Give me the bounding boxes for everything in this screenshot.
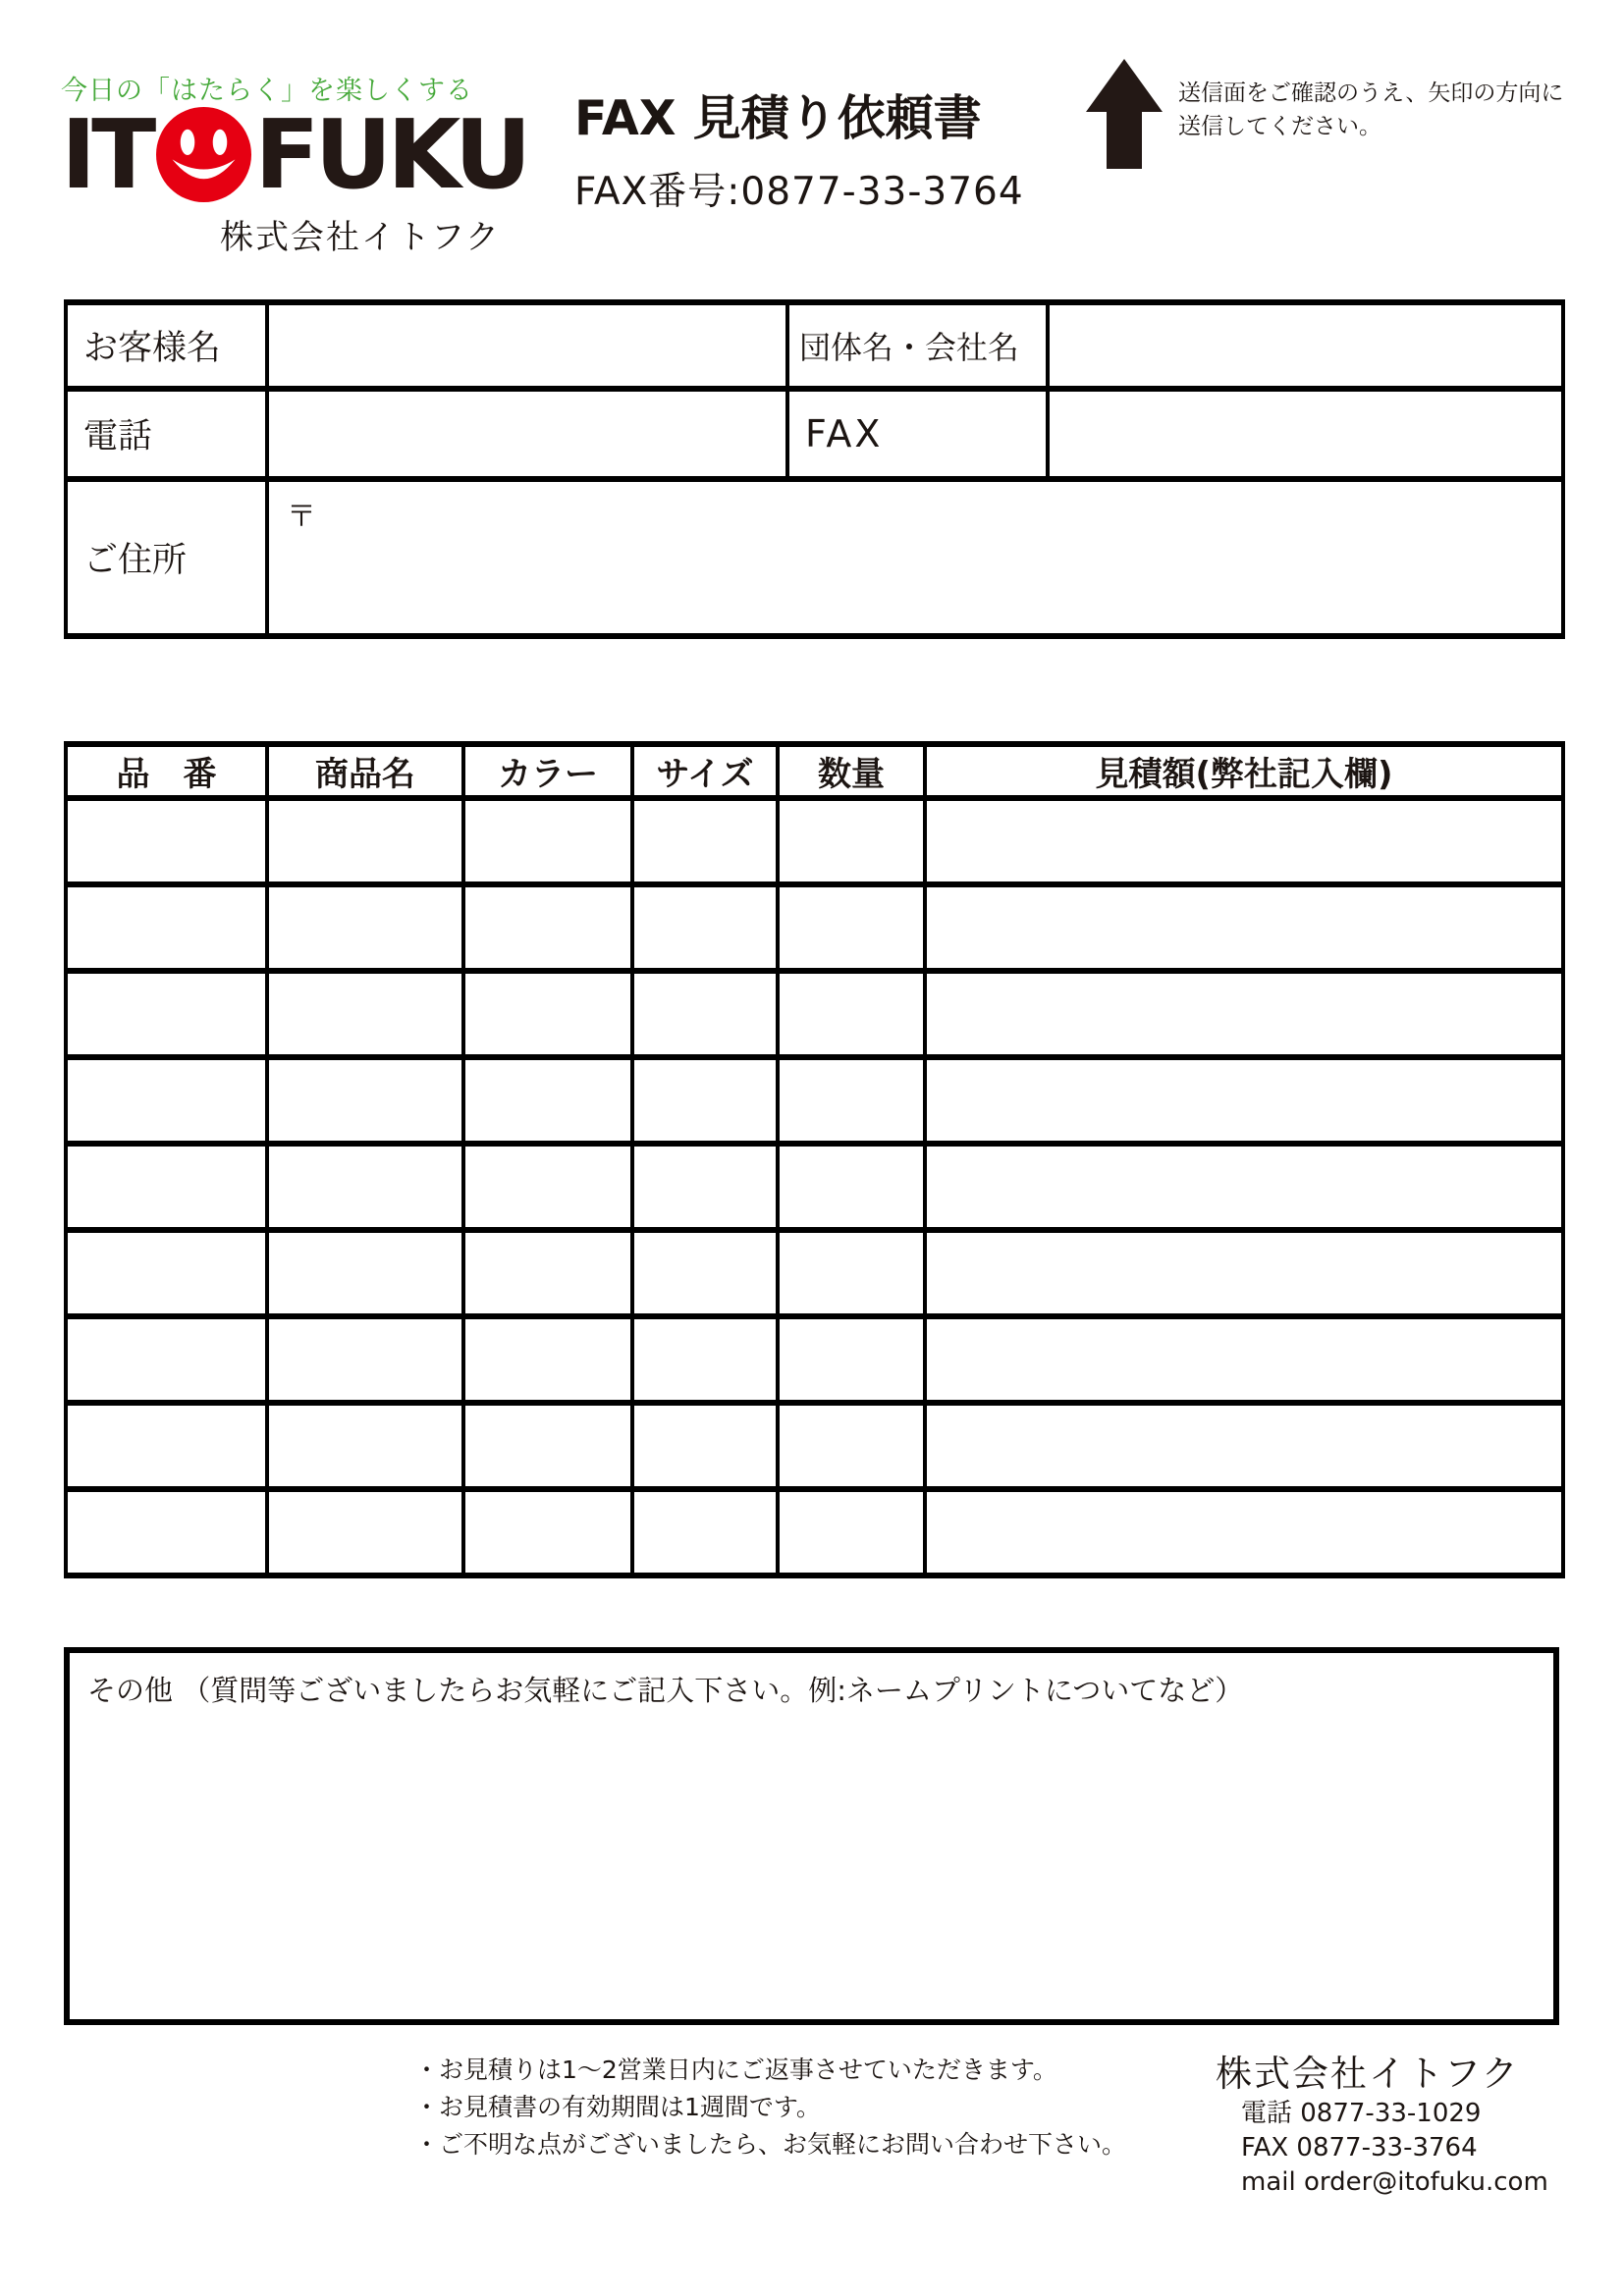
product-name-cell[interactable] [267, 1230, 463, 1316]
quantity-cell[interactable] [778, 1230, 925, 1316]
customer-info-table [64, 299, 1565, 639]
item-number-cell[interactable] [66, 1144, 267, 1230]
item-number-cell[interactable] [66, 1316, 267, 1403]
fax-label: FAX [787, 389, 1048, 479]
other-comments-box [64, 1647, 1559, 2025]
quantity-cell[interactable] [778, 1144, 925, 1230]
send-instruction-text [1178, 77, 1563, 143]
estimate-cell[interactable] [925, 1230, 1563, 1316]
item-number-cell[interactable] [66, 798, 267, 884]
other-comments-label: その他 （質問等ございましたらお気軽にご記入下さい。例:ネームプリントについてなど） [87, 1674, 1244, 1707]
size-cell[interactable] [632, 1057, 778, 1144]
color-header: カラー [463, 744, 632, 798]
quantity-cell[interactable] [778, 798, 925, 884]
quantity-cell[interactable] [778, 1489, 925, 1575]
item-row [66, 1489, 1563, 1575]
customer-name-label: お客様名 [66, 302, 267, 389]
size-cell[interactable] [632, 971, 778, 1057]
send-direction-note [1086, 59, 1563, 169]
item-row [66, 1057, 1563, 1144]
note-reply-time: ・お見積りは1～2営業日内にご返事させていただきます。 [414, 2056, 1057, 2084]
product-name-cell[interactable] [267, 798, 463, 884]
customer-name-input-cell[interactable] [267, 302, 787, 389]
item-row [66, 884, 1563, 971]
footer-mail-line: mail order@itofuku.com [1241, 2167, 1548, 2197]
product-name-cell[interactable] [267, 1057, 463, 1144]
quantity-header: 数量 [778, 744, 925, 798]
footer-notes [414, 2052, 1126, 2163]
logo-company-name: 株式会社イトフク [220, 218, 501, 257]
item-number-cell[interactable] [66, 1489, 267, 1575]
address-label: ご住所 [66, 479, 267, 636]
size-cell[interactable] [632, 1230, 778, 1316]
phone-label: 電話 [66, 389, 267, 479]
logo-tagline: 今日の「はたらく」を楽しくする [61, 76, 473, 106]
size-cell[interactable] [632, 884, 778, 971]
item-row [66, 1403, 1563, 1489]
itofuku-logo [61, 99, 527, 210]
product-name-cell[interactable] [267, 1489, 463, 1575]
estimate-cell[interactable] [925, 1316, 1563, 1403]
fax-number-line: FAX番号:0877-33-3764 [574, 170, 1024, 214]
other-comments-input-area[interactable] [87, 1709, 1536, 1984]
item-row [66, 1230, 1563, 1316]
phone-input-cell[interactable] [267, 389, 787, 479]
page-title: FAX 見積り依頼書 [574, 90, 982, 146]
fax-input-cell[interactable] [1048, 389, 1563, 479]
footer-company-name: 株式会社イトフク [1216, 2053, 1520, 2095]
item-row [66, 798, 1563, 884]
size-cell[interactable] [632, 1489, 778, 1575]
logo-text-right: FUKU [254, 99, 527, 210]
address-input-cell[interactable] [267, 479, 1563, 636]
color-cell[interactable] [463, 1057, 632, 1144]
estimate-cell[interactable] [925, 1144, 1563, 1230]
product-name-cell[interactable] [267, 1403, 463, 1489]
estimate-cell[interactable] [925, 971, 1563, 1057]
note-contact-us: ・ご不明な点がございましたら、お気軽にお問い合わせ下さい。 [414, 2130, 1127, 2159]
size-cell[interactable] [632, 1403, 778, 1489]
estimate-header: 見積額(弊社記入欄) [925, 744, 1563, 798]
item-number-header: 品 番 [66, 744, 267, 798]
item-row [66, 971, 1563, 1057]
logo-block [61, 69, 527, 258]
item-row [66, 1316, 1563, 1403]
quantity-cell[interactable] [778, 884, 925, 971]
size-cell[interactable] [632, 1144, 778, 1230]
quantity-cell[interactable] [778, 1057, 925, 1144]
item-number-cell[interactable] [66, 1057, 267, 1144]
quantity-cell[interactable] [778, 1403, 925, 1489]
footer-fax-line: FAX 0877-33-3764 [1241, 2133, 1478, 2163]
product-name-cell[interactable] [267, 1316, 463, 1403]
customer-name-row [66, 302, 1563, 389]
quantity-cell[interactable] [778, 971, 925, 1057]
smiley-face-icon [156, 107, 251, 202]
product-name-cell[interactable] [267, 884, 463, 971]
item-row [66, 1144, 1563, 1230]
estimate-cell[interactable] [925, 1403, 1563, 1489]
items-table [64, 741, 1565, 1578]
item-number-cell[interactable] [66, 1403, 267, 1489]
items-header-row [66, 744, 1563, 798]
estimate-cell[interactable] [925, 798, 1563, 884]
color-cell[interactable] [463, 1144, 632, 1230]
organization-label: 団体名・会社名 [787, 302, 1048, 389]
color-cell[interactable] [463, 1489, 632, 1575]
color-cell[interactable] [463, 798, 632, 884]
product-name-cell[interactable] [267, 971, 463, 1057]
logo-text-left: IT [61, 99, 152, 210]
note-validity: ・お見積書の有効期間は1週間です。 [414, 2093, 821, 2121]
product-name-cell[interactable] [267, 1144, 463, 1230]
color-cell[interactable] [463, 971, 632, 1057]
estimate-cell[interactable] [925, 884, 1563, 971]
color-cell[interactable] [463, 1403, 632, 1489]
address-row [66, 479, 1563, 636]
title-block [574, 80, 1024, 216]
organization-input-cell[interactable] [1048, 302, 1563, 389]
color-cell[interactable] [463, 884, 632, 971]
item-number-cell[interactable] [66, 884, 267, 971]
arrow-up-icon [1086, 59, 1163, 169]
postal-mark: 〒 [287, 500, 316, 534]
item-number-cell[interactable] [66, 971, 267, 1057]
product-name-header: 商品名 [267, 744, 463, 798]
estimate-cell[interactable] [925, 1489, 1563, 1575]
estimate-cell[interactable] [925, 1057, 1563, 1144]
color-cell[interactable] [463, 1316, 632, 1403]
footer-contact-block [1216, 2044, 1548, 2200]
size-cell[interactable] [632, 798, 778, 884]
send-instruction-line1: 送信面をご確認のうえ、矢印の方向に [1178, 80, 1564, 106]
item-number-cell[interactable] [66, 1230, 267, 1316]
phone-fax-row [66, 389, 1563, 479]
footer-tel-line: 電話 0877-33-1029 [1241, 2099, 1482, 2128]
send-instruction-line2: 送信してください。 [1178, 114, 1381, 139]
size-cell[interactable] [632, 1316, 778, 1403]
quantity-cell[interactable] [778, 1316, 925, 1403]
size-header: サイズ [632, 744, 778, 798]
color-cell[interactable] [463, 1230, 632, 1316]
